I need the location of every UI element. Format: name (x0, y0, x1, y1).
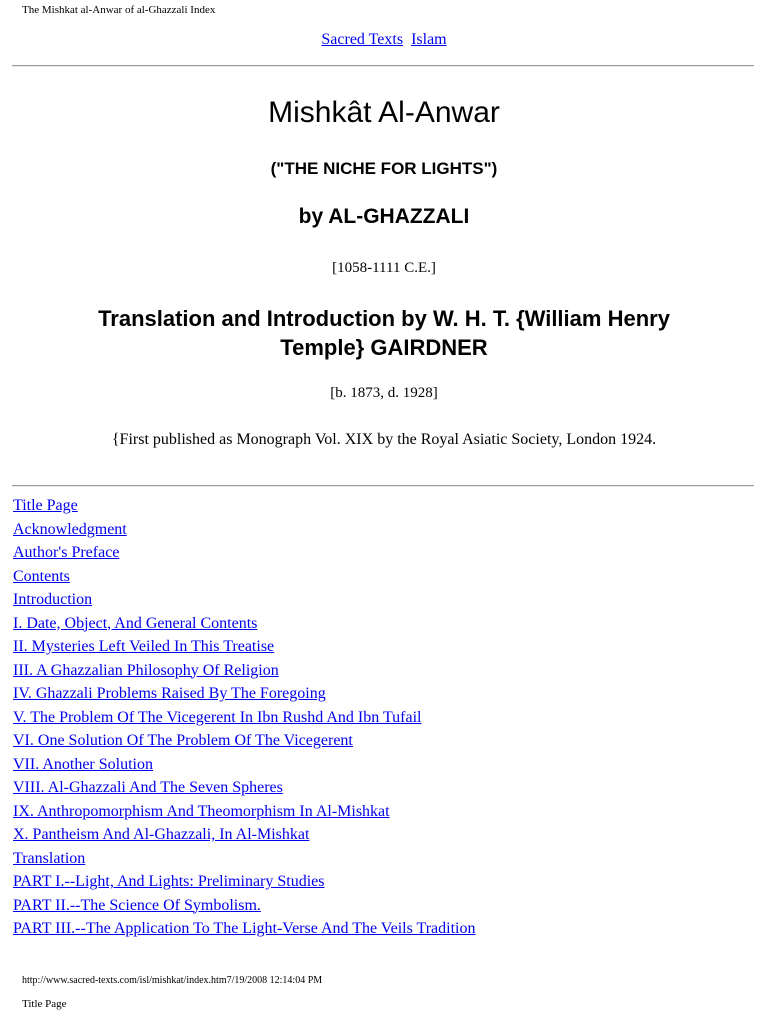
toc-item (13, 659, 476, 683)
toc-link-intro-7[interactable]: VII. Another Solution (13, 755, 153, 773)
toc-link-introduction[interactable]: Introduction (13, 591, 93, 608)
toc-link-intro-9[interactable]: IX. Anthropomorphism And Theomorphism In Al-Mishkat (13, 802, 390, 820)
footer-url: http://www.sacred-texts.com/isl/mishkat/index.htm7/19/2008 12:14:04 PM (22, 975, 323, 986)
table-of-contents (13, 494, 476, 941)
document-title: Mishkât Al-Anwar (268, 96, 500, 129)
toc-item (13, 870, 476, 894)
publication-note: {First published as Monograph Vol. XIX by the Royal Asiatic Society, London 1924. (111, 431, 657, 448)
toc-link-part-2[interactable]: PART II.--The Science Of Symbolism. (13, 896, 261, 914)
toc-item (13, 847, 476, 871)
toc-item (13, 565, 476, 589)
toc-link-title-page[interactable]: Title Page (13, 497, 78, 514)
toc-item (13, 729, 476, 753)
toc-link-authors-preface[interactable]: Author's Preface (13, 544, 120, 561)
toc-item (13, 894, 476, 918)
toc-link-part-3[interactable]: PART III.--The Application To The Light-Verse And The Veils Tradition (13, 920, 476, 937)
middle-divider (12, 485, 754, 487)
toc-link-intro-6[interactable]: VI. One Solution Of The Problem Of The Vicegerent (13, 732, 353, 749)
toc-item (13, 800, 476, 824)
toc-item (13, 917, 476, 941)
breadcrumb-nav (0, 31, 768, 49)
toc-link-intro-1[interactable]: I. Date, Object, And General Contents (13, 614, 258, 632)
top-divider (12, 65, 754, 67)
toc-link-intro-4[interactable]: IV. Ghazzali Problems Raised By The Foregoing (13, 685, 326, 702)
toc-item (13, 682, 476, 706)
toc-item (13, 588, 476, 612)
toc-link-intro-2[interactable]: II. Mysteries Left Veiled In This Treatise (13, 638, 275, 655)
page-header-caption: The Mishkat al-Anwar of al-Ghazzali Index (22, 4, 216, 16)
translator-text: Translation and Introduction by W. H. T. {William Henry Temple} GAIRDNER (98, 306, 670, 360)
toc-item (13, 706, 476, 730)
translator-lifespan: [b. 1873, d. 1928] (330, 385, 438, 401)
toc-link-intro-3[interactable]: III. A Ghazzalian Philosophy Of Religion (13, 661, 279, 679)
toc-item (13, 776, 476, 800)
toc-link-intro-10[interactable]: X. Pantheism And Al-Ghazzali, In Al-Mishkat (13, 826, 310, 843)
document-author: by AL-GHAZZALI (298, 205, 470, 228)
document-subtitle: ("THE NICHE FOR LIGHTS") (270, 159, 498, 178)
toc-item (13, 823, 476, 847)
toc-link-translation[interactable]: Translation (13, 849, 86, 867)
translator-credit (0, 304, 768, 362)
nav-link-sacred-texts[interactable]: Sacred Texts (321, 31, 404, 48)
toc-item (13, 635, 476, 659)
toc-item (13, 541, 476, 565)
toc-item (13, 494, 476, 518)
toc-item (13, 753, 476, 777)
toc-item (13, 518, 476, 542)
footer-next-page: Title Page (22, 998, 67, 1010)
toc-link-intro-8[interactable]: VIII. Al-Ghazzali And The Seven Spheres (13, 779, 283, 796)
toc-link-intro-5[interactable]: V. The Problem Of The Vicegerent In Ibn Rushd And Ibn Tufail (13, 708, 422, 726)
toc-link-contents[interactable]: Contents (13, 567, 70, 585)
toc-link-part-1[interactable]: PART I.--Light, And Lights: Preliminary Studies (13, 873, 325, 890)
author-dates: [1058-1111 C.E.] (332, 260, 436, 276)
toc-item (13, 612, 476, 636)
nav-link-islam[interactable]: Islam (411, 31, 447, 48)
toc-link-acknowledgment[interactable]: Acknowledgment (13, 520, 127, 538)
